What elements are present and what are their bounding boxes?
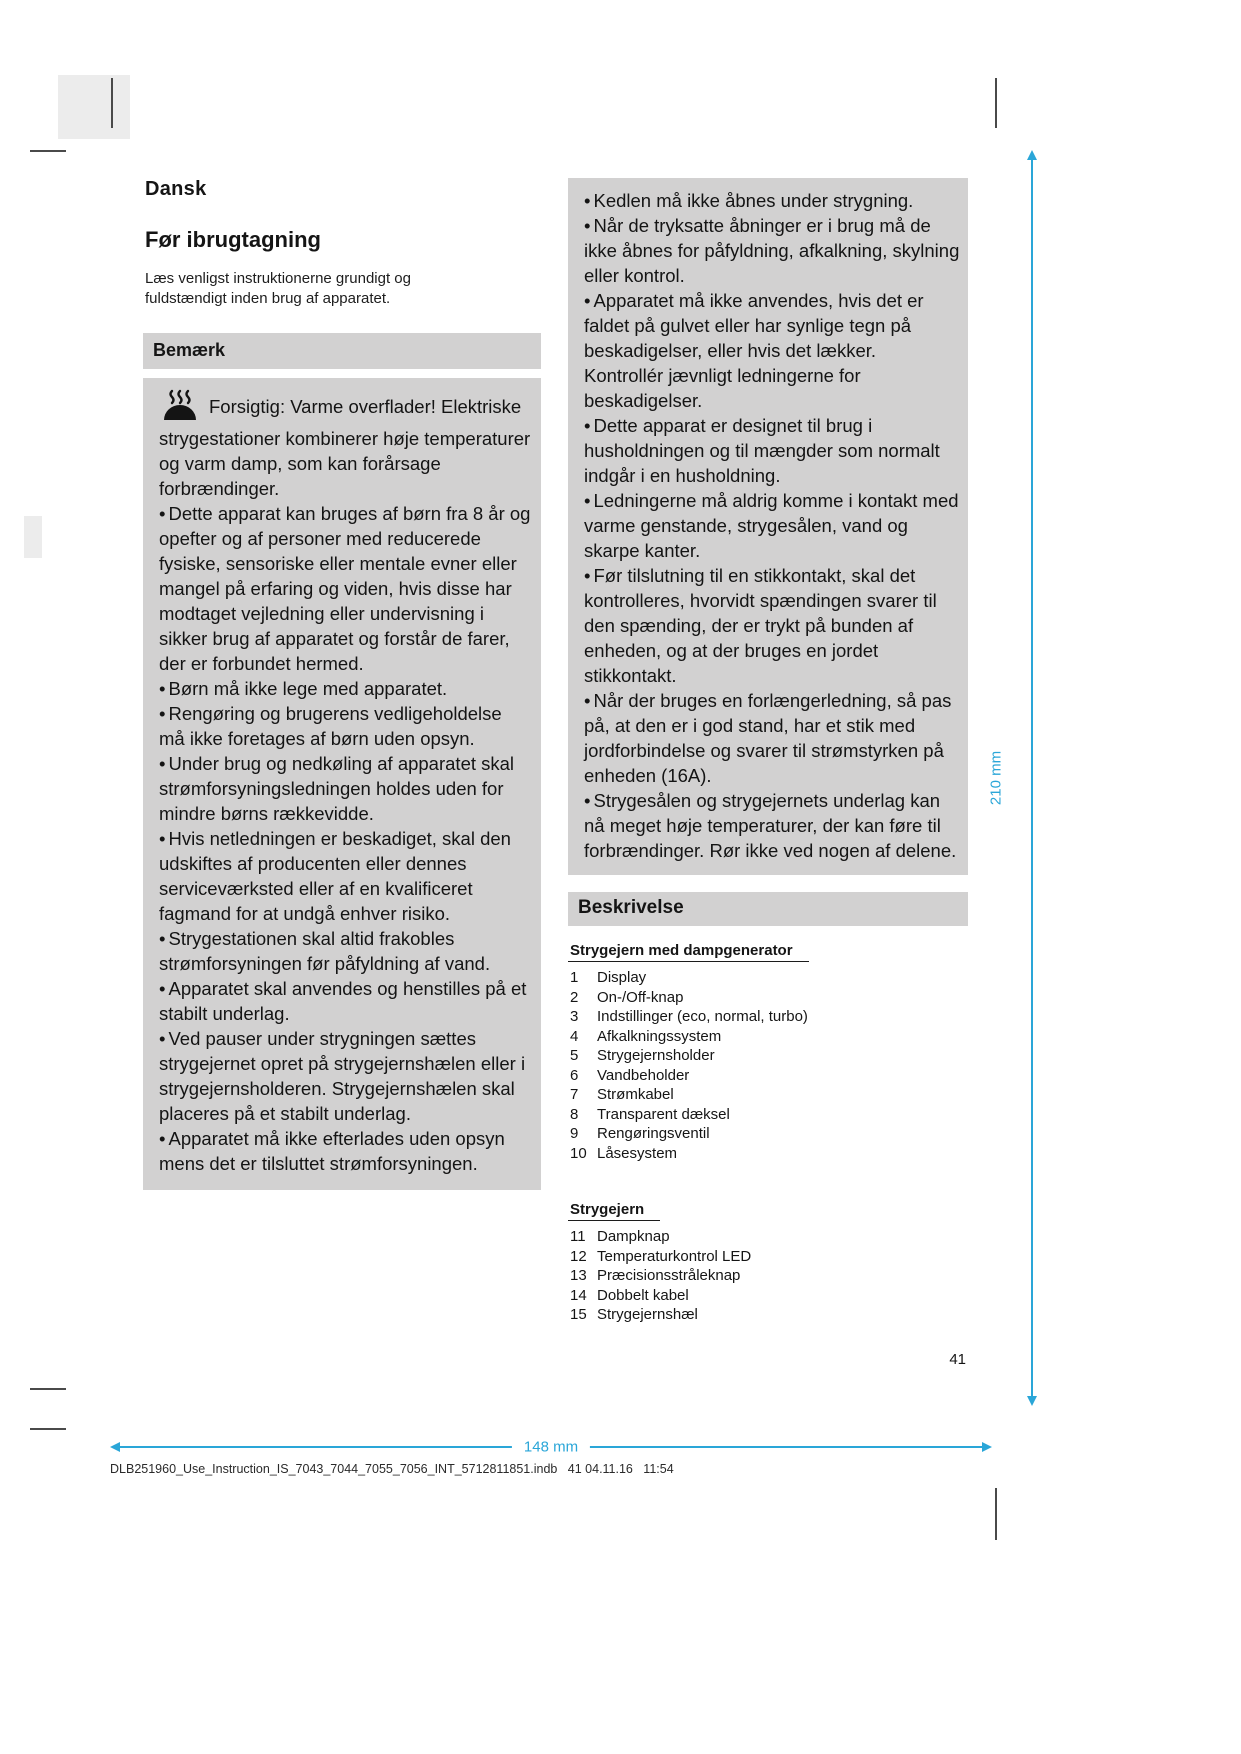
list-item (568, 1066, 968, 1086)
safety-warning-box-right (568, 178, 968, 875)
warning-paragraph (584, 188, 960, 213)
item-label: On-/Off-knap (597, 988, 684, 1006)
item-number: 13 (570, 1267, 587, 1284)
crop-mark (30, 1388, 66, 1390)
vertical-dimension-line (987, 150, 1038, 1406)
item-label: Præcisionsstråleknap (597, 1267, 741, 1284)
list-item (568, 1305, 968, 1325)
item-label: Strømkabel (597, 1086, 674, 1103)
list-item (568, 1124, 968, 1144)
description-header (568, 892, 968, 926)
list-item (568, 1286, 968, 1306)
warning-paragraph-text: Når der bruges en forlængerledning, så pas på, at den er i god stand, har et stik med jordforbindelse og svarer til strømstyrken på enheden (16A). (584, 690, 952, 786)
item-label: Dampknap (597, 1228, 670, 1245)
list-item (568, 1085, 968, 1105)
list-item (568, 1027, 968, 1047)
list-item (568, 1046, 968, 1066)
arrow-right-icon (982, 1442, 992, 1452)
item-label: Strygejernsholder (597, 1047, 715, 1064)
item-number: 1 (570, 969, 579, 986)
page-number: 41 (949, 1350, 966, 1368)
warning-paragraph (584, 413, 960, 488)
warning-paragraph-text: Når de tryksatte åbninger er i brug må de ikke åbnes for påfyldning, afkalkning, skylning eller kontrol. (584, 215, 960, 286)
parts-list-iron (568, 1201, 968, 1325)
item-number: 8 (570, 1105, 579, 1123)
warning-paragraph (584, 213, 960, 288)
item-label: Transparent dæksel (597, 1105, 730, 1123)
item-label: Vandbeholder (597, 1066, 690, 1084)
list-item (568, 1266, 968, 1286)
item-number: 3 (570, 1008, 579, 1025)
warning-paragraph-text: Hvis netledningen er beskadiget, skal den udskiftes af producenten eller dennes serviceværksted eller af en kvalificeret fagmand for at undgå enhver risiko. (159, 828, 511, 924)
warning-paragraph-text: Apparatet må ikke anvendes, hvis det er faldet på gulvet eller har synlige tegn på beskadigelser, eller hvis det lækker. Kontrollér jævnligt ledningerne for beskadigelser. (584, 290, 924, 411)
item-number: 6 (570, 1066, 579, 1084)
warning-paragraph-text: Under brug og nedkøling af apparatet skal strømforsyningsledningen holdes uden for mindre børns rækkevidde. (159, 753, 515, 824)
item-number: 15 (570, 1306, 587, 1323)
warning-paragraph (159, 926, 531, 976)
section-title: Før ibrugtagning (145, 227, 321, 252)
item-number: 2 (570, 988, 579, 1006)
arrow-down-icon (1027, 1396, 1037, 1406)
notice-title: Bemærk (153, 340, 226, 360)
item-number: 14 (570, 1286, 587, 1304)
warning-paragraph (584, 688, 960, 788)
parts-list-items (568, 968, 968, 1163)
warning-paragraph (584, 488, 960, 563)
warning-lead-paragraph (159, 388, 531, 501)
crop-mark (111, 78, 113, 128)
crop-mark (995, 1488, 997, 1540)
warning-paragraph (159, 701, 531, 751)
item-label: Dobbelt kabel (597, 1286, 689, 1304)
safety-warning-box-left (143, 378, 541, 1190)
item-number: 10 (570, 1144, 587, 1162)
item-label: Låsesystem (597, 1144, 678, 1162)
scan-artifact (24, 516, 42, 558)
warning-paragraph (584, 788, 960, 863)
warning-paragraph (159, 976, 531, 1026)
warning-paragraph-text: Ledningerne må aldrig komme i kontakt med varme genstande, strygesålen, vand og skarpe kanter. (584, 490, 959, 561)
description-title: Beskrivelse (578, 897, 684, 918)
warning-paragraph (159, 751, 531, 826)
warning-paragraph (584, 563, 960, 688)
left-column (143, 178, 541, 1190)
list-item (568, 968, 968, 988)
warning-paragraph (159, 1126, 531, 1176)
warning-paragraphs-left (159, 501, 531, 1176)
hot-surface-warning-icon (159, 388, 201, 426)
list-item (568, 1247, 968, 1267)
notice-header (143, 333, 541, 369)
crop-mark (30, 1428, 66, 1430)
list-item (568, 1144, 968, 1164)
warning-paragraph-text: Rengøring og brugerens vedligeholdelse må ikke foretages af børn uden opsyn. (159, 703, 502, 749)
item-label: Indstillinger (eco, normal, turbo) (597, 1008, 808, 1025)
parts-list-items (568, 1227, 968, 1325)
warning-paragraph (159, 501, 531, 676)
item-label: Display (597, 969, 647, 986)
item-number: 11 (570, 1228, 586, 1245)
item-label: Strygejernshæl (597, 1306, 698, 1323)
parts-list-steam-generator (568, 942, 968, 1163)
warning-paragraph-text: Før tilslutning til en stikkontakt, skal det kontrolleres, hvorvidt spændingen svarer til den spænding, der er trykt på bunden af enheden, og at der bruges en jordet stikkontakt. (584, 565, 937, 686)
warning-paragraph (159, 826, 531, 926)
item-number: 5 (570, 1047, 579, 1064)
parts-list-title: Strygejern med dampgenerator (568, 942, 809, 962)
warning-paragraph-text: Dette apparat er designet til brug i husholdningen og til mængder som normalt indgår i en husholdning. (584, 415, 940, 486)
language-title: Dansk (145, 178, 207, 200)
item-number: 7 (570, 1086, 579, 1103)
parts-list-title: Strygejern (568, 1201, 660, 1221)
item-label: Temperaturkontrol LED (597, 1247, 752, 1265)
warning-paragraph-text: Dette apparat kan bruges af børn fra 8 år og opefter og af personer med reducerede fysiske, sensoriske eller mentale evner eller mangel på erfaring og viden, hvis disse har modtaget vejledning eller undervisning i sikker brug af apparatet og forstår de farer, der er forbundet hermed. (159, 503, 531, 674)
warning-paragraph-text: Apparatet må ikke efterlades uden opsyn mens det er tilsluttet strømforsyningen. (159, 1128, 505, 1174)
warning-paragraph-text: Apparatet skal anvendes og henstilles på et stabilt underlag. (159, 978, 527, 1024)
list-item (568, 1227, 968, 1247)
warning-paragraph-text: Børn må ikke lege med apparatet. (168, 678, 448, 699)
warning-paragraph-text: Strygestationen skal altid frakobles strømforsyningen før påfyldning af vand. (159, 928, 491, 974)
item-number: 4 (570, 1027, 579, 1045)
list-item (568, 1007, 968, 1027)
scan-artifact (58, 75, 130, 139)
warning-paragraph (584, 288, 960, 413)
item-number: 9 (570, 1125, 579, 1142)
item-number: 12 (570, 1247, 587, 1265)
warning-paragraph-text: Kedlen må ikke åbnes under strygning. (593, 190, 914, 211)
warning-paragraph (159, 1026, 531, 1126)
horizontal-dimension-line (110, 1440, 992, 1454)
intro-text: Læs venligst instruktionerne grundigt og fuldstændigt inden brug af apparatet. (145, 270, 411, 307)
warning-paragraph-text: Ved pauser under strygningen sættes strygejernet opret på strygejernshælen eller i strygejernsholderen. Strygejernshælen skal placeres på et stabilt underlag. (159, 1028, 526, 1124)
warning-paragraph (159, 676, 531, 701)
list-item (568, 1105, 968, 1125)
horizontal-dimension-label: 148 mm (512, 1439, 590, 1456)
crop-mark (30, 150, 66, 152)
print-footer: DLB251960_Use_Instruction_IS_7043_7044_7055_7056_INT_5712811851.indb 41 04.11.16 11:54 (110, 1462, 674, 1476)
list-item (568, 988, 968, 1008)
crop-mark (995, 78, 997, 128)
item-label: Afkalkningssystem (597, 1027, 722, 1045)
warning-paragraph-text: Strygesålen og strygejernets underlag kan nå meget høje temperaturer, der kan føre til forbrændinger. Rør ikke ved nogen af delene. (584, 790, 957, 861)
item-label: Rengøringsventil (597, 1125, 710, 1142)
vertical-dimension-label: 210 mm (988, 743, 1005, 813)
warning-lead-text: Forsigtig: Varme overflader! Elektriske strygestationer kombinerer høje temperaturer og varm damp, som kan forårsage forbrændinger. (159, 396, 531, 499)
right-column (568, 178, 968, 1368)
